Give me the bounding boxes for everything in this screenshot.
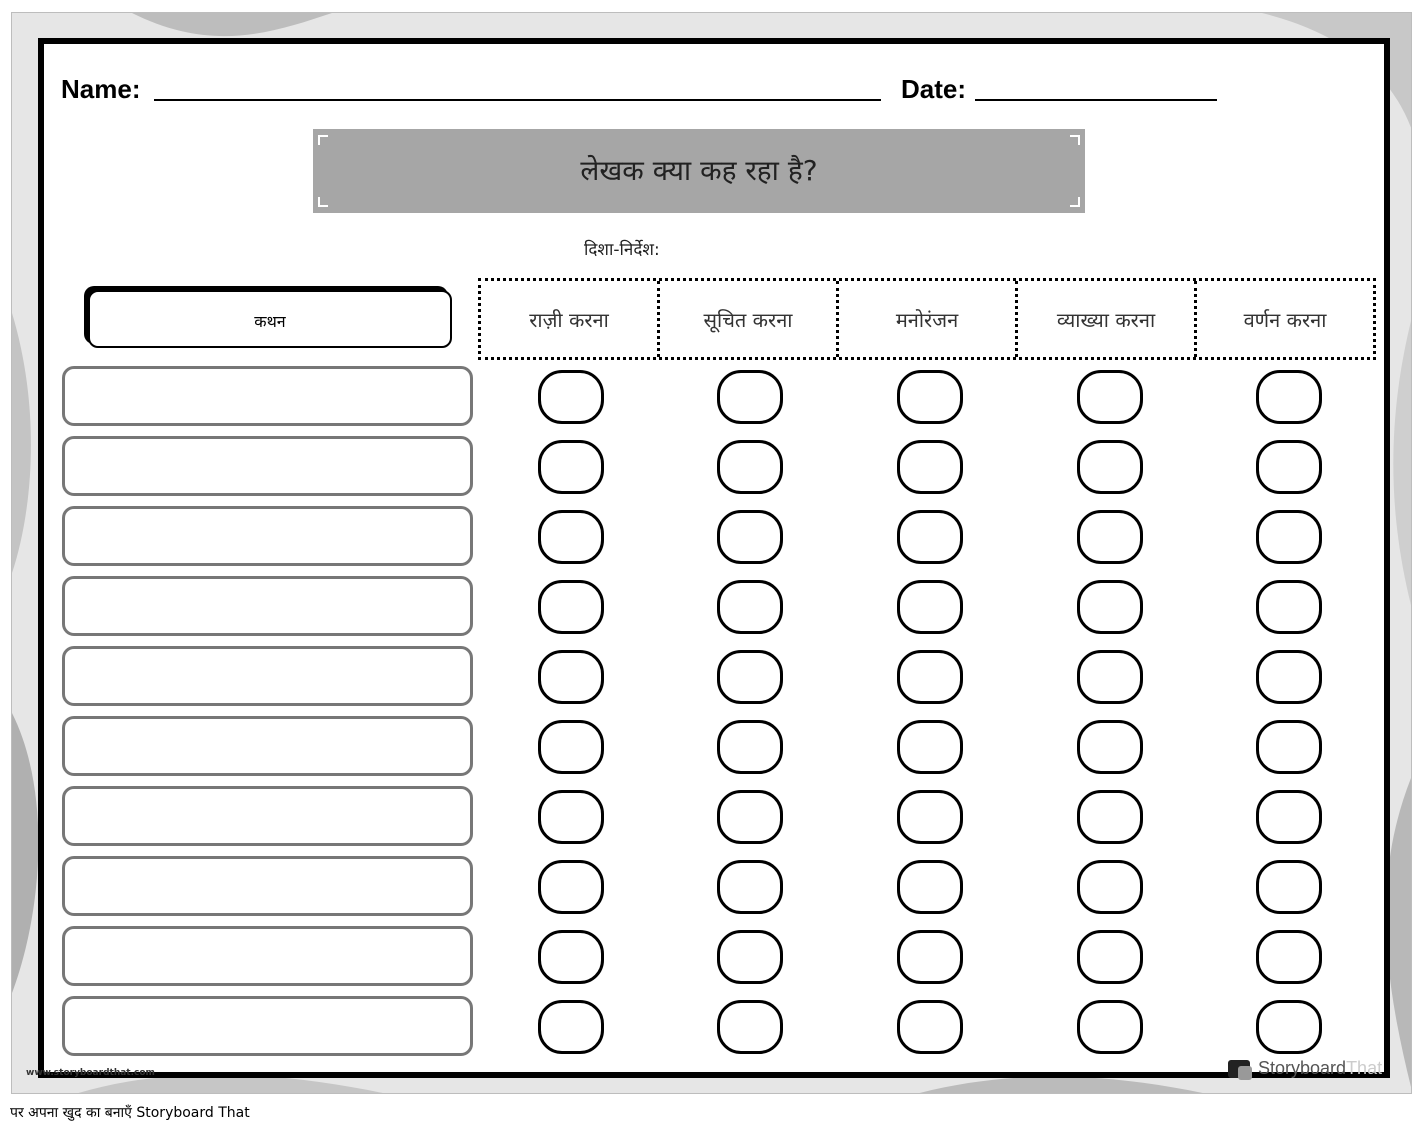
answer-bubble[interactable]	[1256, 650, 1322, 704]
answer-bubble[interactable]	[1256, 860, 1322, 914]
statement-box[interactable]	[62, 856, 473, 916]
answer-bubble[interactable]	[717, 790, 783, 844]
answer-bubble[interactable]	[1077, 720, 1143, 774]
purpose-explain: व्याख्या करना	[1018, 281, 1197, 357]
answer-bubble[interactable]	[538, 790, 604, 844]
date-label: Date:	[901, 74, 967, 104]
answer-bubble[interactable]	[1256, 440, 1322, 494]
statement-header-label: कथन	[254, 312, 286, 331]
logo-word-1: Storyboard	[1258, 1058, 1347, 1078]
answer-bubble[interactable]	[538, 370, 604, 424]
answer-bubble[interactable]	[1077, 790, 1143, 844]
answer-bubble[interactable]	[897, 510, 963, 564]
answer-bubble[interactable]	[538, 860, 604, 914]
purpose-entertain: मनोरंजन	[839, 281, 1018, 357]
purpose-persuade: राज़ी करना	[481, 281, 660, 357]
answer-bubble[interactable]	[538, 580, 604, 634]
answer-bubble[interactable]	[1256, 1000, 1322, 1054]
date-field-line[interactable]	[975, 99, 1217, 101]
footer-text[interactable]: पर अपना खुद का बनाएँ Storyboard That	[10, 1105, 250, 1121]
answer-bubble[interactable]	[538, 650, 604, 704]
site-url: www.storyboardthat.com	[26, 1068, 155, 1078]
directions-label: दिशा-निर्देश:	[584, 240, 660, 260]
logo-word-2: That	[1346, 1058, 1383, 1078]
answer-bubble[interactable]	[897, 930, 963, 984]
answer-bubble[interactable]	[897, 720, 963, 774]
statement-box[interactable]	[62, 436, 473, 496]
statement-header	[88, 290, 452, 348]
name-label: Name:	[61, 74, 141, 104]
statement-box[interactable]	[62, 926, 473, 986]
page-title: लेखक क्या कह रहा है?	[580, 154, 818, 187]
answer-bubble[interactable]	[1077, 860, 1143, 914]
answer-bubble[interactable]	[538, 1000, 604, 1054]
name-field-line[interactable]	[154, 99, 881, 101]
answer-bubble[interactable]	[1256, 790, 1322, 844]
statement-box[interactable]	[62, 576, 473, 636]
answer-bubble[interactable]	[1256, 580, 1322, 634]
answer-bubble[interactable]	[1256, 720, 1322, 774]
answer-bubble[interactable]	[1077, 650, 1143, 704]
answer-bubble[interactable]	[897, 860, 963, 914]
answer-bubble[interactable]	[897, 370, 963, 424]
title-banner	[313, 129, 1085, 213]
statement-box[interactable]	[62, 996, 473, 1056]
answer-bubble[interactable]	[1256, 510, 1322, 564]
statement-box[interactable]	[62, 716, 473, 776]
answer-bubble[interactable]	[1256, 370, 1322, 424]
answer-bubble[interactable]	[538, 930, 604, 984]
answer-bubble[interactable]	[1077, 930, 1143, 984]
answer-bubble[interactable]	[717, 440, 783, 494]
statement-box[interactable]	[62, 366, 473, 426]
storyboard-logo	[1228, 1058, 1382, 1079]
answer-bubble[interactable]	[717, 930, 783, 984]
statement-box[interactable]	[62, 506, 473, 566]
answer-bubble[interactable]	[717, 650, 783, 704]
answer-bubble[interactable]	[897, 790, 963, 844]
answer-bubble[interactable]	[1077, 580, 1143, 634]
purpose-inform: सूचित करना	[660, 281, 839, 357]
answer-bubble[interactable]	[1256, 930, 1322, 984]
answer-bubble[interactable]	[897, 650, 963, 704]
speech-bubble-icon	[1228, 1060, 1250, 1078]
purpose-header	[478, 278, 1376, 360]
answer-bubble[interactable]	[538, 510, 604, 564]
answer-bubble[interactable]	[1077, 510, 1143, 564]
answer-bubble[interactable]	[897, 580, 963, 634]
answer-bubble[interactable]	[538, 440, 604, 494]
answer-bubble[interactable]	[717, 860, 783, 914]
answer-bubble[interactable]	[897, 1000, 963, 1054]
answer-bubble[interactable]	[717, 720, 783, 774]
answer-bubble[interactable]	[717, 510, 783, 564]
answer-bubble[interactable]	[538, 720, 604, 774]
statement-box[interactable]	[62, 786, 473, 846]
answer-bubble[interactable]	[717, 580, 783, 634]
answer-bubble[interactable]	[897, 440, 963, 494]
answer-bubble[interactable]	[1077, 440, 1143, 494]
answer-bubble[interactable]	[1077, 1000, 1143, 1054]
answer-bubble[interactable]	[717, 370, 783, 424]
purpose-describe: वर्णन करना	[1243, 307, 1327, 332]
statement-box[interactable]	[62, 646, 473, 706]
answer-bubble[interactable]	[717, 1000, 783, 1054]
answer-bubble[interactable]	[1077, 370, 1143, 424]
